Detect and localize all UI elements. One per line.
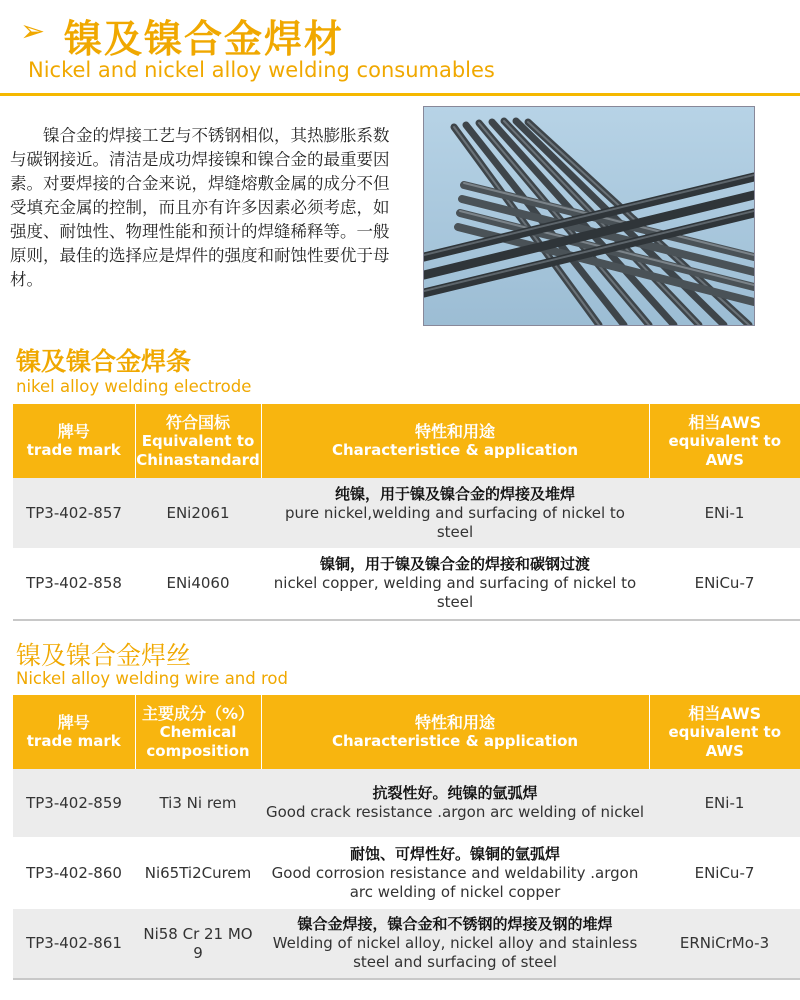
table-row xyxy=(13,548,800,620)
header-aws: 相当AWS equivalent to AWS xyxy=(649,404,800,478)
welding-rods-photo xyxy=(423,106,755,326)
aws-cell: ENiCu-7 xyxy=(649,548,800,620)
standard-cell: ENi2061 xyxy=(135,478,261,548)
header-aws: 相当AWS equivalent to AWS xyxy=(649,695,800,769)
page-header xyxy=(0,0,800,96)
electrode-table xyxy=(13,404,800,621)
electrode-table-header xyxy=(13,404,800,478)
arrow-bullet-icon: ➢ xyxy=(20,14,46,49)
trade-mark-cell: TP3-402-858 xyxy=(13,548,135,620)
application-cell: 镍合金焊接，镍合金和不锈钢的焊接及钢的堆焊 Welding of nickel alloy, nickel alloy and stainless steel and surfacing of steel xyxy=(261,909,649,979)
intro-paragraph: 镍合金的焊接工艺与不锈钢相似，其热膨胀系数与碳钢接近。清洁是成功焊接镍和镍合金的最重要因素。对要焊接的合金来说，焊缝熔敷金属的成分不但受填充金属的控制，而且亦有许多因素必须考虑，如强度、耐蚀性、物理性能和预计的焊缝稀释等。一般原则，最佳的选择应是焊件的强度和耐蚀性要优于母材。 xyxy=(10,126,390,289)
table-row xyxy=(13,478,800,548)
table-row xyxy=(13,837,800,909)
electrode-section-title-en: nikel alloy welding electrode xyxy=(16,377,252,396)
welding-rods-image xyxy=(424,107,754,325)
page-title-en: Nickel and nickel alloy welding consumables xyxy=(28,58,495,82)
page-title-cn: 镍及镍合金焊材 xyxy=(64,17,345,61)
aws-cell: ENi-1 xyxy=(649,769,800,837)
header-application: 特性和用途 Characteristice & application xyxy=(261,695,649,769)
header-application: 特性和用途 Characteristice & application xyxy=(261,404,649,478)
header-divider xyxy=(0,93,800,96)
header-standard: 符合国标 Equivalent to Chinastandard xyxy=(135,404,261,478)
application-cell: 耐蚀、可焊性好。镍铜的氩弧焊 Good corrosion resistance and weldability .argon arc welding of nickel copper xyxy=(261,837,649,909)
aws-cell: ENiCu-7 xyxy=(649,837,800,909)
wire-table-header xyxy=(13,695,800,769)
header-composition: 主要成分（%） Chemical composition xyxy=(135,695,261,769)
table-row xyxy=(13,909,800,979)
composition-cell: Ti3 Ni rem xyxy=(135,769,261,837)
wire-section-title-en: Nickel alloy welding wire and rod xyxy=(16,669,288,688)
trade-mark-cell: TP3-402-857 xyxy=(13,478,135,548)
composition-cell: Ni58 Cr 21 MO 9 xyxy=(135,909,261,979)
application-cell: 抗裂性好。纯镍的氩弧焊 Good crack resistance .argon arc welding of nickel xyxy=(261,769,649,837)
wire-table xyxy=(13,695,800,980)
standard-cell: ENi4060 xyxy=(135,548,261,620)
aws-cell: ENi-1 xyxy=(649,478,800,548)
header-trade-mark: 牌号 trade mark xyxy=(13,404,135,478)
application-cell: 镍铜，用于镍及镍合金的焊接和碳钢过渡 nickel copper, welding and surfacing of nickel to steel xyxy=(261,548,649,620)
trade-mark-cell: TP3-402-860 xyxy=(13,837,135,909)
aws-cell: ERNiCrMo-3 xyxy=(649,909,800,979)
composition-cell: Ni65Ti2Curem xyxy=(135,837,261,909)
electrode-section-title-cn: 镍及镍合金焊条 xyxy=(16,347,192,376)
wire-section-title-cn: 镍及镍合金焊丝 xyxy=(16,641,192,670)
trade-mark-cell: TP3-402-859 xyxy=(13,769,135,837)
application-cell: 纯镍，用于镍及镍合金的焊接及堆焊 pure nickel,welding and surfacing of nickel to steel xyxy=(261,478,649,548)
table-row xyxy=(13,769,800,837)
trade-mark-cell: TP3-402-861 xyxy=(13,909,135,979)
header-trade-mark: 牌号 trade mark xyxy=(13,695,135,769)
